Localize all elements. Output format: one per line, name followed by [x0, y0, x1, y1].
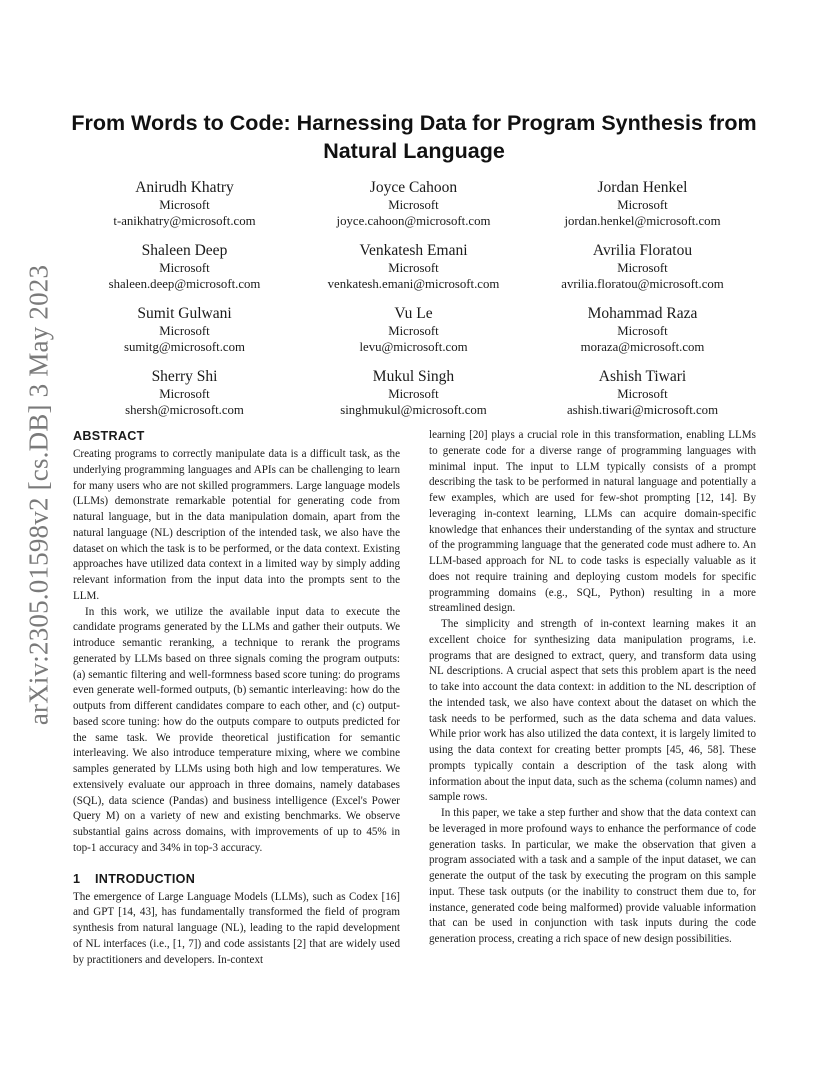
paper-title: From Words to Code: Harnessing Data for Program Synthesis from Natural Language — [71, 111, 757, 163]
author-affiliation: Microsoft — [388, 387, 439, 401]
left-column — [73, 428, 400, 968]
author-name: Sherry Shi — [151, 368, 218, 385]
abstract-paragraph: In this work, we utilize the available input data to execute the candidate programs generated by the LLMs and gather their outputs. We introduce semantic reranking, a technique to rerank the programs generated by LLMs based on three signals coming the program outputs: (a) semantic filtering and well-formness based score tuning: do programs even generate well-formed outputs, (b) semantic interleaving: how do the outputs from different candidates compare to each other, and (c) output-based score tuning: how do the outputs compare to outputs predicted for the same task. We provide theoretical justification for semantic interleaving. We also introduce temperature mixing, where we combine samples generated by LLMs using both high and low temperatures. We extensively evaluate our approach in three domains, namely databases (SQL), data science (Pandas) and business intelligence (Excel's Power Query M) on a variety of new and existing benchmarks. We observe substantial gains across domains, with improvements of up to 45% in top-1 accuracy and 34% in top-3 accuracy. — [73, 605, 400, 854]
author-entry — [70, 241, 299, 292]
section-number: 1 — [73, 871, 81, 886]
author-affiliation: Microsoft — [388, 324, 439, 338]
author-entry — [528, 241, 757, 292]
author-entry — [528, 304, 757, 355]
author-entry — [299, 178, 528, 229]
author-name: Jordan Henkel — [597, 179, 688, 196]
author-entry — [299, 367, 528, 418]
author-affiliation: Microsoft — [617, 387, 668, 401]
abstract-heading: ABSTRACT — [73, 429, 145, 443]
author-email: avrilia.floratou@microsoft.com — [561, 277, 724, 291]
introduction-paragraph: The simplicity and strength of in-context learning makes it an excellent choice for synthesizing data manipulation programs, i.e. programs that are designed to extract, query, and transform data using NL descriptions. A crucial aspect that sets this problem apart is the need to take into account the data context: in addition to the NL description of the intended task, we also have context about the dataset on which the task needs to be performed, such as the data schema and data values. While prior work has also utilized the data context, it is largely limited to using the data context for creating better prompts [45, 46, 58]. These prompts typically contain a description of the task along with information about the input data, such as the schema (column names) and sample rows. — [429, 618, 756, 804]
author-affiliation: Microsoft — [617, 324, 668, 338]
author-email: shaleen.deep@microsoft.com — [108, 277, 261, 291]
author-email: joyce.cahoon@microsoft.com — [336, 214, 491, 228]
author-name: Shaleen Deep — [141, 242, 228, 259]
introduction-paragraph: In this paper, we take a step further and show that the data context can be leveraged in more profound ways to enhance the performance of code generation tasks. In particular, we make the observation that given a program associated with a task and a sample of the input dataset, we can generate the output of the task by executing the program on this sample input. These task outputs (or the inability to construct them due to, for instance, generated code being malformed) provide valuable information that can be used in conjunction with task inputs during the code generation process, creating a rich space of new design possibilities. — [429, 807, 756, 945]
introduction-heading — [73, 871, 400, 887]
author-affiliation: Microsoft — [617, 261, 668, 275]
author-name: Mohammad Raza — [587, 305, 698, 322]
author-email: venkatesh.emani@microsoft.com — [327, 277, 500, 291]
introduction-paragraph: learning [20] plays a crucial role in this transformation, enabling LLMs to generate code for a diverse range of programming languages with minimal input. The input to LLM typically consists of a prompt describing the task to be performed in natural language and potentially a few examples, which are used for few-shot prompting [12, 14]. By leveraging in-context learning, LLMs can acquire domain-specific knowledge that enhances their understanding of the syntax and structure of the programming language that the generated code must adhere to. An LLM-based approach for NL to code tasks is especially valuable as it does not require training and deploying custom models for specific programming domains (e.g., SQL, Python) resulting in a more streamlined design. — [429, 429, 756, 615]
author-email: moraza@microsoft.com — [580, 340, 705, 354]
author-affiliation: Microsoft — [388, 261, 439, 275]
author-email: levu@microsoft.com — [359, 340, 468, 354]
author-entry — [528, 178, 757, 229]
author-affiliation: Microsoft — [159, 261, 210, 275]
arxiv-identifier-watermark — [22, 264, 56, 726]
author-name: Mukul Singh — [372, 368, 455, 385]
author-entry — [299, 241, 528, 292]
author-entry — [299, 304, 528, 355]
author-email: singhmukul@microsoft.com — [340, 403, 487, 417]
introduction-paragraph: The emergence of Large Language Models (LLMs), such as Codex [16] and GPT [14, 43], has fundamentally transformed the field of program synthesis from natural language (NL), leading to the rapid development of NL interfaces (i.e., [1, 7]) and code assistants [2] that are widely used by practitioners and developers. In-context — [73, 890, 400, 966]
author-entry — [528, 367, 757, 418]
author-name: Vu Le — [394, 305, 433, 322]
author-entry — [70, 367, 299, 418]
author-name: Venkatesh Emani — [359, 242, 468, 259]
author-email: ashish.tiwari@microsoft.com — [566, 403, 719, 417]
author-email: sumitg@microsoft.com — [124, 340, 245, 354]
author-name: Sumit Gulwani — [137, 305, 232, 322]
author-email: t-anikhatry@microsoft.com — [113, 214, 256, 228]
abstract-paragraph: Creating programs to correctly manipulate data is a difficult task, as the underlying programming languages and APIs can be challenging to learn for many users who are not skilled programmers. Large language models (LLMs) demonstrate remarkable potential for generating code from natural language, but in the data manipulation domain, apart from the natural language (NL) description of the intended task, we also have the dataset on which the task is to be performed, or the data context. Existing approaches have utilized data context in a limited way by simply adding relevant information from the input data into the prompts sent to the LLM. — [73, 448, 400, 602]
author-affiliation: Microsoft — [617, 198, 668, 212]
author-name: Anirudh Khatry — [135, 179, 234, 196]
author-name: Ashish Tiwari — [598, 368, 687, 385]
section-gap — [73, 857, 400, 871]
author-affiliation: Microsoft — [388, 198, 439, 212]
section-title: INTRODUCTION — [95, 871, 196, 886]
author-email: jordan.henkel@microsoft.com — [564, 214, 721, 228]
author-name: Joyce Cahoon — [369, 179, 458, 196]
author-affiliation: Microsoft — [159, 198, 210, 212]
author-entry — [70, 304, 299, 355]
arxiv-identifier-text: arXiv:2305.01598v2 [cs.DB] 3 May 2023 — [23, 264, 54, 726]
author-entry — [70, 178, 299, 229]
author-email: shersh@microsoft.com — [125, 403, 244, 417]
right-column — [429, 428, 756, 948]
author-affiliation: Microsoft — [159, 387, 210, 401]
author-affiliation: Microsoft — [159, 324, 210, 338]
author-name: Avrilia Floratou — [592, 242, 693, 259]
